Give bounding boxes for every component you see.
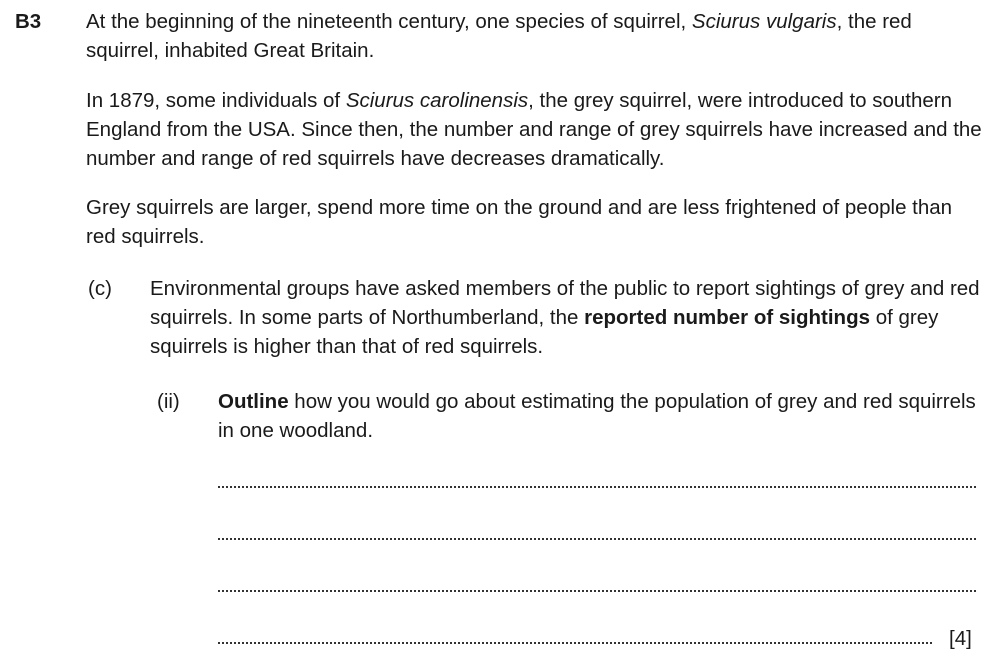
- intro-paragraph-2: [86, 86, 986, 173]
- intro-paragraph-1: [86, 7, 986, 65]
- question-number: B3: [15, 10, 42, 33]
- answer-line-3[interactable]: [218, 590, 976, 592]
- intro-p2-text-a: In 1879, some individuals of: [86, 89, 346, 112]
- marks-allocation: [4]: [949, 627, 972, 650]
- part-text-b: of grey squirrels is higher than that of red squirrels.: [150, 306, 939, 358]
- answer-line-1[interactable]: [218, 486, 976, 488]
- subpart-text-body: how you would go about estimating the population of grey and red squirrels in one woodland.: [218, 390, 976, 442]
- part-label: (c): [88, 277, 112, 300]
- answer-line-2[interactable]: [218, 538, 976, 540]
- intro-p2-text-b: , the grey squirrel, were introduced to southern England from the USA. Since then, the number and range of grey squirrels have increased and the number and range of red squirrels have decreases dramatically.: [86, 89, 982, 170]
- part-text-bold: reported number of sightings: [584, 306, 870, 329]
- answer-line-4[interactable]: [218, 642, 932, 644]
- subpart-text: [218, 387, 978, 445]
- species-name-red: Sciurus vulgaris: [691, 10, 837, 33]
- intro-p1-text-a: At the beginning of the nineteenth century, one species of squirrel,: [86, 10, 692, 33]
- command-word: Outline: [218, 390, 289, 413]
- part-text-a: Environmental groups have asked members of the public to report sightings of grey and red squirrels. In some parts of Northumberland, the: [150, 277, 980, 329]
- intro-p1-text-b: , the red squirrel, inhabited Great Britain.: [86, 10, 912, 62]
- subpart-label: (ii): [157, 390, 180, 413]
- part-text: [150, 274, 980, 361]
- intro-paragraph-3: Grey squirrels are larger, spend more time on the ground and are less frightened of people than red squirrels.: [86, 196, 953, 248]
- species-name-grey: Sciurus carolinensis: [345, 89, 529, 112]
